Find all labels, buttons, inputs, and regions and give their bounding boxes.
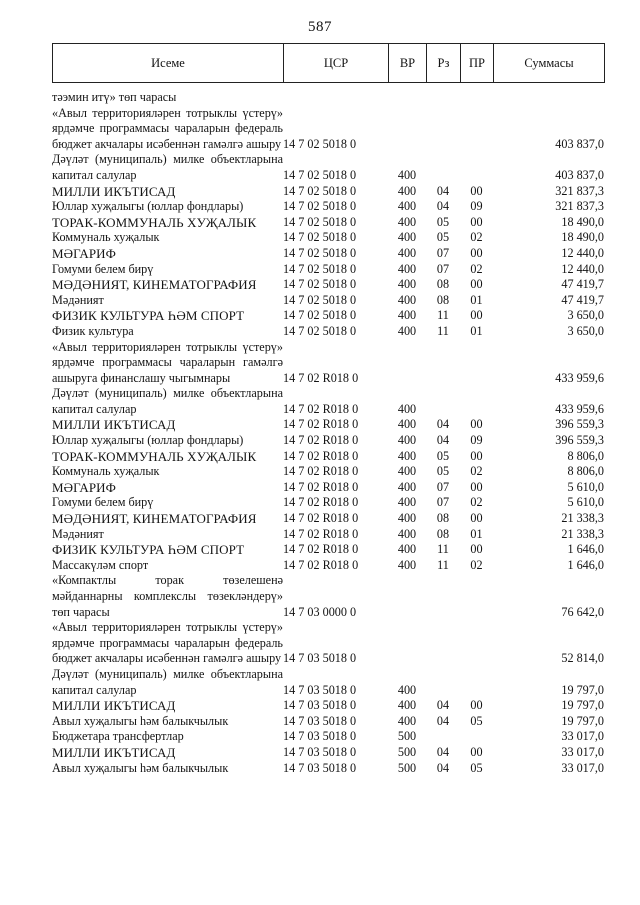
row-rz: 07 (436, 479, 450, 494)
row-csr: 14 7 03 5018 0 (283, 682, 357, 697)
row-pr: 00 (470, 245, 483, 260)
row-pr: 02 (470, 557, 483, 572)
row-sum: 396 559,3 (555, 433, 604, 448)
row-name: ТОРАК-КОММУНАЛЬ ХУҖАЛЫК (52, 214, 257, 230)
row-rz (426, 620, 460, 667)
row-sum: 321 837,3 (555, 199, 604, 214)
row-rz: 07 (436, 495, 450, 510)
row-name: «Авыл территорияләрен тотрыклы үстерү» ярдәмче программасы чараларын федераль бюджет акчалары исәбеннән гамәлгә ашыру (52, 105, 283, 151)
table-row (52, 433, 604, 449)
row-rz (426, 729, 460, 745)
row-vr: 400 (397, 214, 417, 229)
row-rz: 11 (437, 557, 449, 572)
table-row (52, 106, 604, 153)
row-pr: 01 (470, 526, 483, 541)
row-pr: 00 (470, 744, 483, 759)
row-rz: 11 (437, 542, 449, 557)
table-row (52, 667, 604, 698)
row-vr: 400 (397, 479, 417, 494)
row-name: ФИЗИК КУЛЬТУРА ҺӘМ СПОРТ (52, 542, 245, 558)
row-vr: 400 (397, 245, 417, 260)
row-vr: 400 (397, 448, 417, 463)
row-sum: 47 419,7 (561, 292, 604, 307)
table-row (52, 761, 604, 777)
row-sum: 433 959,6 (555, 401, 604, 416)
row-pr (460, 386, 493, 417)
row-name: Физик культура (52, 323, 134, 338)
row-pr: 00 (470, 511, 483, 526)
row-rz: 07 (436, 261, 450, 276)
row-csr: 14 7 02 R018 0 (283, 557, 359, 572)
row-pr: 02 (470, 495, 483, 510)
table-row (52, 558, 604, 574)
row-csr: 14 7 03 5018 0 (283, 729, 357, 744)
row-rz (426, 340, 460, 387)
row-csr: 14 7 02 5018 0 (283, 277, 357, 292)
row-rz (426, 667, 460, 698)
row-sum (493, 90, 604, 106)
row-vr: 400 (397, 464, 417, 479)
row-name: МӘГАРИФ (52, 479, 117, 495)
row-pr (460, 573, 493, 620)
row-csr: 14 7 02 5018 0 (283, 214, 357, 229)
row-pr: 05 (470, 713, 483, 728)
table-row (52, 527, 604, 543)
row-rz: 04 (436, 183, 450, 198)
table-row (52, 511, 604, 527)
row-sum: 321 837,3 (555, 183, 604, 198)
row-vr: 400 (397, 323, 417, 338)
row-name: МӘДӘНИЯТ, КИНЕМАТОГРАФИЯ (52, 277, 257, 293)
row-pr (460, 667, 493, 698)
row-sum: 21 338,3 (561, 511, 604, 526)
table-row (52, 199, 604, 215)
row-vr: 400 (397, 542, 417, 557)
row-rz: 08 (436, 526, 450, 541)
row-csr: 14 7 02 5018 0 (283, 136, 357, 151)
row-name: Мәдәният (52, 526, 104, 541)
table-row (52, 542, 604, 558)
row-csr: 14 7 02 R018 0 (283, 526, 359, 541)
row-sum: 33 017,0 (561, 760, 604, 775)
row-name: Коммуналь хуҗалык (52, 230, 160, 245)
row-vr: 400 (397, 261, 417, 276)
table-row (52, 480, 604, 496)
row-pr: 00 (470, 308, 483, 323)
row-sum: 12 440,0 (561, 245, 604, 260)
row-pr (460, 90, 493, 106)
row-sum: 18 490,0 (561, 214, 604, 229)
row-pr: 02 (470, 230, 483, 245)
row-vr: 400 (397, 199, 417, 214)
row-sum: 33 017,0 (561, 744, 604, 759)
table-row (52, 152, 604, 183)
row-vr: 400 (397, 682, 417, 697)
row-pr (460, 620, 493, 667)
row-pr: 00 (470, 277, 483, 292)
row-csr: 14 7 02 R018 0 (283, 448, 359, 463)
row-rz: 05 (436, 230, 450, 245)
row-csr: 14 7 02 R018 0 (283, 542, 359, 557)
row-csr: 14 7 03 5018 0 (283, 760, 357, 775)
table-row (52, 495, 604, 511)
row-name: МИЛЛИ ИКЪТИСАД (52, 744, 176, 760)
row-rz: 08 (436, 277, 450, 292)
row-sum: 47 419,7 (561, 277, 604, 292)
row-rz: 08 (436, 511, 450, 526)
row-vr: 400 (397, 433, 417, 448)
row-csr: 14 7 03 5018 0 (283, 744, 357, 759)
row-pr (460, 340, 493, 387)
row-csr: 14 7 03 0000 0 (283, 604, 357, 619)
row-rz: 08 (436, 292, 450, 307)
row-csr: 14 7 03 5018 0 (283, 698, 357, 713)
row-name: МӘДӘНИЯТ, КИНЕМАТОГРАФИЯ (52, 511, 257, 527)
row-csr: 14 7 02 5018 0 (283, 323, 357, 338)
header-pr: ПР (461, 44, 494, 83)
row-pr: 09 (470, 199, 483, 214)
row-pr: 02 (470, 261, 483, 276)
row-pr: 00 (470, 479, 483, 494)
table-row (52, 417, 604, 433)
row-rz: 04 (436, 417, 450, 432)
row-name: Авыл хуҗалыгы һәм балыкчылык (52, 760, 229, 775)
row-sum: 1 646,0 (567, 557, 604, 572)
table-row (52, 230, 604, 246)
row-pr (460, 152, 493, 183)
row-sum: 403 837,0 (555, 167, 604, 182)
row-sum: 18 490,0 (561, 230, 604, 245)
row-csr: 14 7 02 5018 0 (283, 167, 357, 182)
row-vr: 500 (397, 729, 417, 744)
budget-table (52, 90, 604, 776)
row-pr: 00 (470, 214, 483, 229)
row-name: ФИЗИК КУЛЬТУРА ҺӘМ СПОРТ (52, 308, 245, 324)
row-vr: 400 (397, 557, 417, 572)
row-rz: 04 (436, 713, 450, 728)
row-rz: 05 (436, 448, 450, 463)
row-rz: 04 (436, 744, 450, 759)
row-vr: 400 (397, 277, 417, 292)
row-pr: 01 (470, 292, 483, 307)
row-sum: 5 610,0 (567, 495, 604, 510)
row-name: Гомуми белем бирү (52, 261, 154, 276)
row-vr: 400 (397, 511, 417, 526)
row-name: «Авыл территорияләрен тотрыклы үстерү» ярдәмче программасы чараларын федераль бюджет акчалары исәбеннән гамәлгә ашыру (52, 620, 283, 666)
row-vr: 400 (397, 401, 417, 416)
header-rz: Рз (427, 44, 461, 83)
table-row (52, 90, 604, 106)
row-csr: 14 7 02 R018 0 (283, 495, 359, 510)
row-vr: 400 (397, 167, 417, 182)
header-csr: ЦСР (284, 44, 389, 83)
row-vr: 400 (397, 698, 417, 713)
row-sum: 403 837,0 (555, 136, 604, 151)
row-vr: 500 (397, 760, 417, 775)
row-pr: 02 (470, 464, 483, 479)
header-name: Исеме (53, 44, 284, 83)
row-name: «Авыл территорияләрен тотрыклы үстерү» ярдәмче программасы чараларын гамәлгә ашыруга финанслашу чыгымнары (52, 339, 283, 385)
row-name: Гомуми белем бирү (52, 495, 154, 510)
table-row (52, 340, 604, 387)
row-csr: 14 7 02 5018 0 (283, 308, 357, 323)
row-csr: 14 7 02 5018 0 (283, 199, 357, 214)
row-sum: 396 559,3 (555, 417, 604, 432)
row-name: Дәүләт (муниципаль) милке объектларына капитал салулар (52, 152, 283, 182)
row-pr: 00 (470, 698, 483, 713)
table-row (52, 745, 604, 761)
row-name: МИЛЛИ ИКЪТИСАД (52, 183, 176, 199)
row-sum: 33 017,0 (561, 729, 604, 744)
row-name: Массакүләм спорт (52, 557, 149, 572)
row-pr: 00 (470, 417, 483, 432)
row-rz: 04 (436, 698, 450, 713)
row-pr: 01 (470, 323, 483, 338)
row-pr: 00 (470, 183, 483, 198)
row-name: Коммуналь хуҗалык (52, 464, 160, 479)
row-rz (426, 386, 460, 417)
row-sum: 52 814,0 (561, 651, 604, 666)
row-sum: 3 650,0 (567, 323, 604, 338)
row-rz (426, 573, 460, 620)
row-sum: 76 642,0 (561, 604, 604, 619)
row-name: Юллар хуҗалыгы (юллар фондлары) (52, 433, 244, 448)
row-pr (460, 729, 493, 745)
row-rz (426, 106, 460, 153)
header-vr: ВР (389, 44, 427, 83)
table-row (52, 262, 604, 278)
row-rz (426, 90, 460, 106)
row-csr: 14 7 02 R018 0 (283, 370, 359, 385)
row-csr: 14 7 02 R018 0 (283, 433, 359, 448)
row-sum: 21 338,3 (561, 526, 604, 541)
row-rz: 04 (436, 433, 450, 448)
row-sum: 5 610,0 (567, 479, 604, 494)
row-csr: 14 7 03 5018 0 (283, 651, 357, 666)
table-row (52, 215, 604, 231)
row-rz: 04 (436, 760, 450, 775)
row-csr: 14 7 02 R018 0 (283, 511, 359, 526)
row-rz: 11 (437, 308, 449, 323)
row-name: тәэмин итү» төп чарасы (52, 90, 177, 104)
row-csr: 14 7 02 5018 0 (283, 261, 357, 276)
row-name: МӘГАРИФ (52, 245, 117, 261)
table-row (52, 449, 604, 465)
row-vr (388, 90, 426, 106)
row-csr: 14 7 02 R018 0 (283, 401, 359, 416)
row-name: Дәүләт (муниципаль) милке объектларына капитал салулар (52, 386, 283, 416)
row-vr: 500 (397, 744, 417, 759)
table-row (52, 277, 604, 293)
row-vr: 400 (397, 495, 417, 510)
row-rz: 04 (436, 199, 450, 214)
row-pr (460, 106, 493, 153)
table-header (52, 43, 605, 83)
row-vr (388, 340, 426, 387)
row-name: «Компактлы торак төзелешенә мәйданнарны комплекслы төзекләндерү» төп чарасы (52, 573, 283, 619)
row-csr: 14 7 02 R018 0 (283, 417, 359, 432)
row-sum: 8 806,0 (567, 464, 604, 479)
row-name: Дәүләт (муниципаль) милке объектларына капитал салулар (52, 666, 283, 697)
row-name: ТОРАК-КОММУНАЛЬ ХУҖАЛЫК (52, 448, 257, 464)
row-name: Авыл хуҗалыгы һәм балыкчылык (52, 713, 229, 728)
row-sum: 3 650,0 (567, 308, 604, 323)
row-sum: 8 806,0 (567, 448, 604, 463)
row-sum: 433 959,6 (555, 370, 604, 385)
row-name: Мәдәният (52, 292, 104, 307)
row-sum: 19 797,0 (561, 698, 604, 713)
table-row (52, 184, 604, 200)
table-row (52, 620, 604, 667)
row-pr: 05 (470, 760, 483, 775)
row-name: МИЛЛИ ИКЪТИСАД (52, 417, 176, 433)
row-vr: 400 (397, 713, 417, 728)
table-row (52, 386, 604, 417)
row-rz: 05 (436, 464, 450, 479)
row-name: Юллар хуҗалыгы (юллар фондлары) (52, 199, 244, 214)
row-csr: 14 7 02 R018 0 (283, 479, 359, 494)
table-row (52, 293, 604, 309)
row-vr (388, 106, 426, 153)
row-name: Бюджетара трансфертлар (52, 729, 184, 744)
row-vr (388, 573, 426, 620)
row-csr: 14 7 02 5018 0 (283, 230, 357, 245)
table-row (52, 573, 604, 620)
header-sum: Суммасы (494, 44, 605, 83)
table-row (52, 464, 604, 480)
table-row (52, 698, 604, 714)
table-row (52, 729, 604, 745)
row-vr: 400 (397, 183, 417, 198)
table-row (52, 308, 604, 324)
page-number: 587 (308, 19, 332, 35)
row-csr (283, 90, 388, 106)
row-rz: 11 (437, 323, 449, 338)
row-sum: 1 646,0 (567, 542, 604, 557)
row-name: МИЛЛИ ИКЪТИСАД (52, 698, 176, 714)
row-sum: 12 440,0 (561, 261, 604, 276)
row-vr: 400 (397, 417, 417, 432)
row-pr: 00 (470, 448, 483, 463)
row-rz (426, 152, 460, 183)
budget-table-body (52, 90, 604, 776)
table-row (52, 324, 604, 340)
row-vr: 400 (397, 230, 417, 245)
row-pr: 00 (470, 542, 483, 557)
row-vr: 400 (397, 292, 417, 307)
row-sum: 19 797,0 (561, 713, 604, 728)
row-csr: 14 7 02 5018 0 (283, 245, 357, 260)
row-rz: 05 (436, 214, 450, 229)
row-sum: 19 797,0 (561, 682, 604, 697)
table-row (52, 246, 604, 262)
row-vr (388, 620, 426, 667)
table-row (52, 714, 604, 730)
row-csr: 14 7 03 5018 0 (283, 713, 357, 728)
row-csr: 14 7 02 5018 0 (283, 292, 357, 307)
row-rz: 07 (436, 245, 450, 260)
row-vr: 400 (397, 308, 417, 323)
row-csr: 14 7 02 5018 0 (283, 183, 357, 198)
row-vr: 400 (397, 526, 417, 541)
row-csr: 14 7 02 R018 0 (283, 464, 359, 479)
row-pr: 09 (470, 433, 483, 448)
